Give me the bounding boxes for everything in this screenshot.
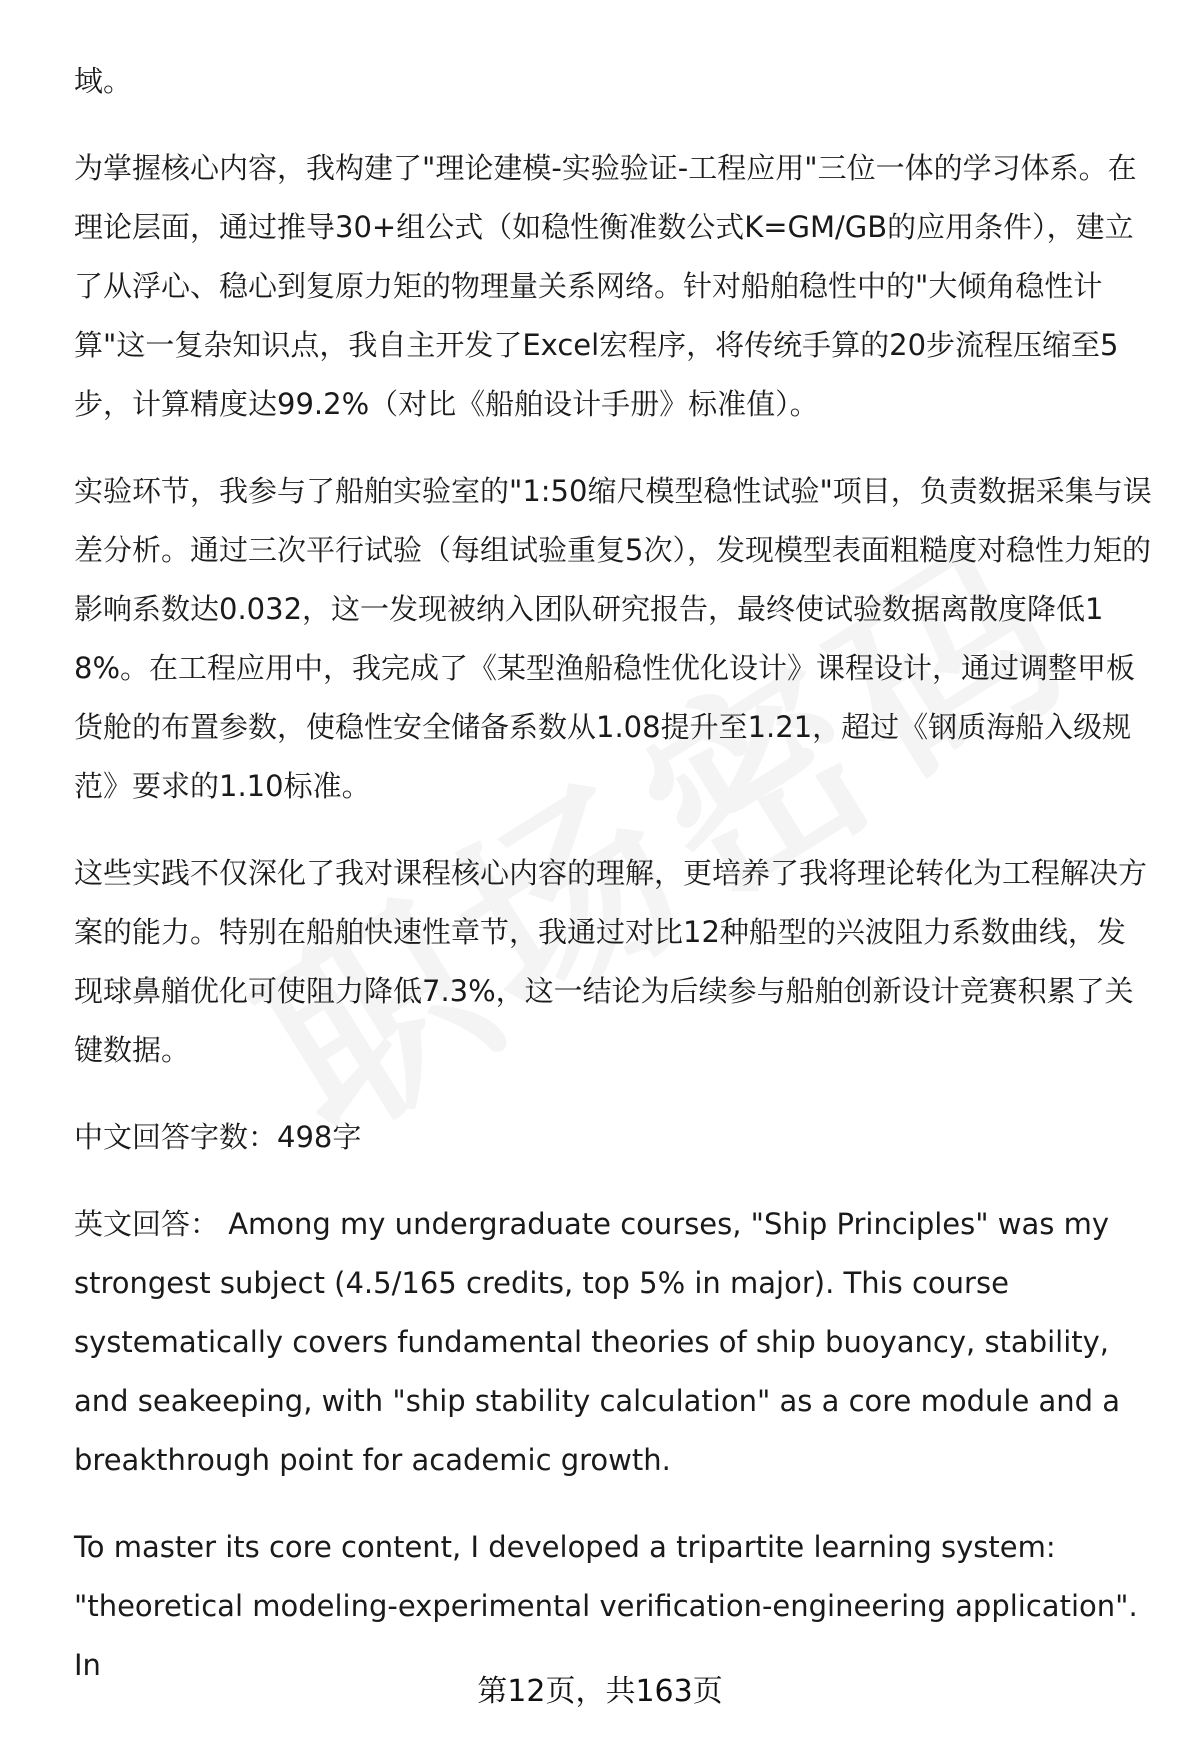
- paragraph-english-continued: To master its core content, I developed a tripartite learning system: "theoretical modeling-experimental verification-engineering application". In: [74, 1530, 1138, 1682]
- document-body: [74, 52, 1154, 1723]
- paragraph-learning-system: 为掌握核心内容，我构建了"理论建模-实验验证-工程应用"三位一体的学习体系。在理论层面，通过推导30+组公式（如稳性衡准数公式K=GM/GB的应用条件），建立了从浮心、稳心到复原力矩的物理量关系网络。针对船舶稳性中的"大倾角稳性计算"这一复杂知识点，我自主开发了Excel宏程序，将传统手算的20步流程压缩至5步，计算精度达99.2%（对比《船舶设计手册》标准值）。: [74, 151, 1137, 421]
- page-number: 第12页，共163页: [477, 1674, 723, 1709]
- paragraph-experiment: 实验环节，我参与了船舶实验室的"1:50缩尺模型稳性试验"项目，负责数据采集与误差分析。通过三次平行试验（每组试验重复5次），发现模型表面粗糙度对稳性力矩的影响系数达0.032，这一发现被纳入团队研究报告，最终使试验数据离散度降低18%。在工程应用中，我完成了《某型渔船稳性优化设计》课程设计，通过调整甲板货舱的布置参数，使稳性安全储备系数从1.08提升至1.21，超过《钢质海船入级规范》要求的1.10标准。: [74, 474, 1152, 803]
- word-count: 中文回答字数：498字: [74, 1120, 362, 1154]
- paragraph-fragment: 域。: [74, 64, 133, 98]
- paragraph-english-answer: 英文回答： Among my undergraduate courses, "Ship Principles" was my strongest subject (4.5/165 credits, top 5% in major). This course systematically covers fundamental theories of ship buoyancy, stability, and seakeeping, with "ship stability calculation" as a core module and a breakthrough point for academic growth.: [74, 1207, 1121, 1477]
- paragraph-practice: 这些实践不仅深化了我对课程核心内容的理解，更培养了我将理论转化为工程解决方案的能力。特别在船舶快速性章节，我通过对比12种船型的兴波阻力系数曲线，发现球鼻艏优化可使阻力降低7.3%，这一结论为后续参与船舶创新设计竞赛积累了关键数据。: [74, 856, 1148, 1067]
